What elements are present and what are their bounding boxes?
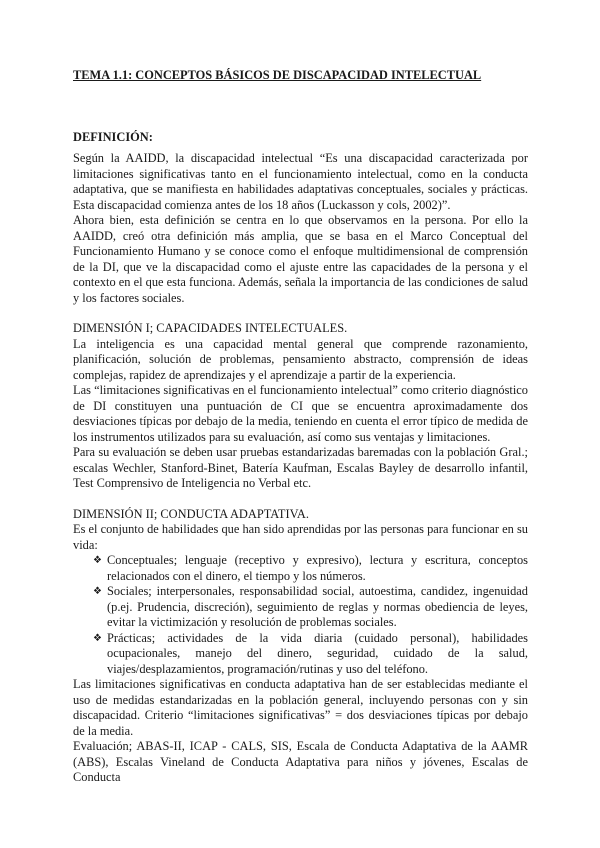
- list-item: [93, 553, 528, 584]
- definicion-heading: DEFINICIÓN:: [73, 129, 153, 144]
- document-title: TEMA 1.1: CONCEPTOS BÁSICOS DE DISCAPACIDAD INTELECTUAL: [73, 68, 482, 82]
- dimension-1-paragraph-2: Las “limitaciones significativas en el funcionamiento intelectual” como criterio diagnóstico de DI constituyen una puntuación de CI que se encuentra aproximadamente dos desviaciones típicas por debajo de la media, teniendo en cuenta el error típico de medida de los instrumentos utilizados para su evaluación, así como sus ventajas y limitaciones.: [73, 383, 528, 444]
- dimension-2-heading: DIMENSIÓN II; CONDUCTA ADAPTATIVA.: [73, 506, 309, 521]
- diamond-bullet-icon: ❖: [93, 555, 102, 566]
- diamond-bullet-icon: ❖: [93, 632, 102, 644]
- list-item-text: Prácticas; actividades de la vida diaria (cuidado personal), habilidades ocupacionales, manejo del dinero, seguridad, cuidado de la salud, viajes/desplazamientos, programación/rutinas y uso del teléfono.: [107, 630, 528, 676]
- dimension-2-evaluacion-paragraph: Evaluación; ABAS-II, ICAP - CALS, SIS, Escala de Conducta Adaptativa de la AAMR (ABS), Escalas Vineland de Conducta Adaptativa para niños y jóvenes, Escalas de Conducta: [73, 739, 528, 784]
- dimension-2-limitaciones-paragraph: Las limitaciones significativas en conducta adaptativa han de ser establecidas mediante el uso de medidas estandarizadas en la población general, incluyendo personas con y sin discapacidad. Criterio “limitaciones significativas” = dos desviaciones típicas por debajo de la media.: [73, 677, 528, 738]
- definicion-paragraph-2: Ahora bien, esta definición se centra en lo que observamos en la persona. Por ello la AAIDD, creó otra definición más amplia, que se basa en el Marco Conceptual del Funcionamiento Humano y se conoce como el enfoque multidimensional de comprensión de la DI, que ve la discapacidad como el ajuste entre las capacidades de la persona y el contexto en el que esta funciona. Además, señala la importancia de las condiciones de salud y los factores sociales.: [73, 213, 528, 305]
- list-item-text: Sociales; interpersonales, responsabilidad social, autoestima, candidez, ingenuidad (p.ej. Prudencia, discreción), seguimiento de reglas y normas obediencia de leyes, evitar la victimización y resolución de problemas sociales.: [107, 584, 528, 629]
- list-item: [93, 631, 528, 678]
- diamond-bullet-icon: ❖: [93, 586, 102, 597]
- dimension-2-intro: Es el conjunto de habilidades que han sido aprendidas por las personas para funcionar en su vida:: [73, 522, 528, 552]
- definicion-paragraph-1: Según la AAIDD, la discapacidad intelectual “Es una discapacidad caracterizada por limitaciones significativas tanto en el funcionamiento intelectual, como en la conducta adaptativa, que se manifiesta en habilidades adaptativas conceptuales, sociales y prácticas. Esta discapacidad comienza antes de los 18 años (Luckasson y cols, 2002)”.: [73, 151, 528, 212]
- list-item-text: Conceptuales; lenguaje (receptivo y expresivo), lectura y escritura, conceptos relacionados con el dinero, el tiempo y los números.: [107, 553, 528, 583]
- dimension-1-paragraph-3: Para su evaluación se deben usar pruebas estandarizadas baremadas con la población Gral.; escalas Wechler, Stanford-Binet, Batería Kaufman, Escalas Bayley de desarrollo infantil, Test Comprensivo de Inteligencia no Verbal etc.: [73, 445, 528, 490]
- dimension-1-paragraph-1: La inteligencia es una capacidad mental general que comprende razonamiento, planificación, solución de problemas, pensamiento abstracto, comprensión de ideas complejas, rapidez de aprendizajes y el aprendizaje a partir de la experiencia.: [73, 336, 528, 382]
- list-item: [93, 584, 528, 631]
- dimension-1-heading: DIMENSIÓN I; CAPACIDADES INTELECTUALES.: [73, 321, 348, 335]
- habilidades-list: [73, 553, 528, 677]
